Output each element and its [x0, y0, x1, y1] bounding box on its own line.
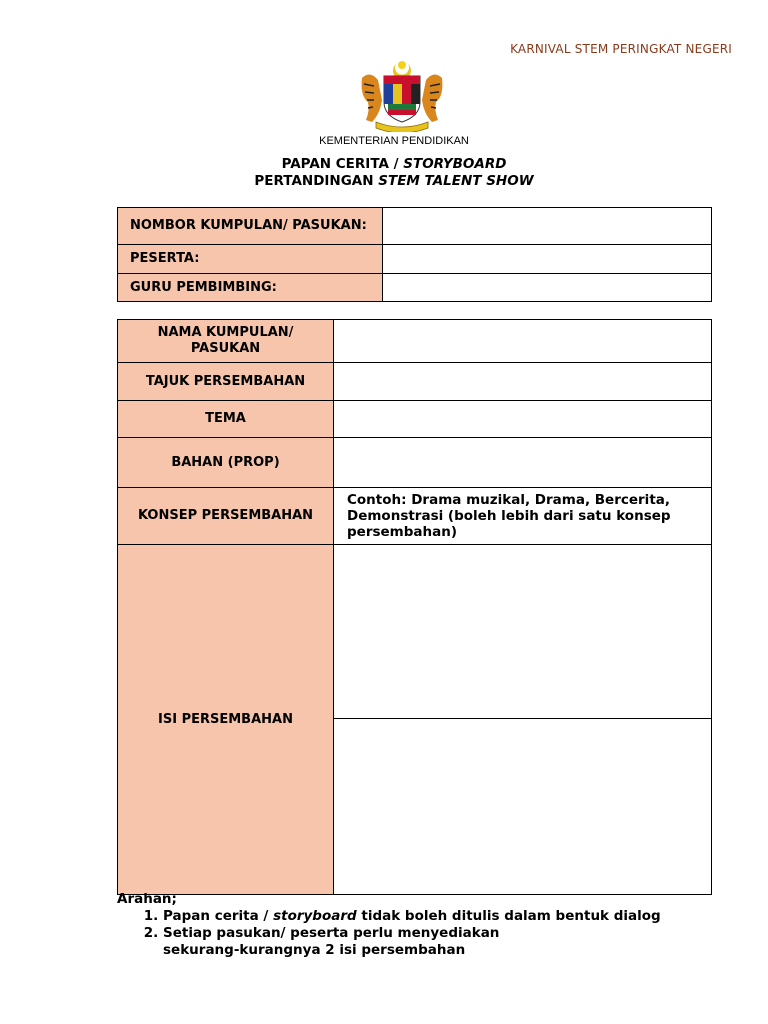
- group-name-label: NAMA KUMPULAN/ PASUKAN: [118, 320, 334, 363]
- props-label: BAHAN (PROP): [118, 438, 334, 488]
- group-number-label: NOMBOR KUMPULAN/ PASUKAN:: [118, 208, 383, 245]
- performance-concept-label: KONSEP PERSEMBAHAN: [118, 488, 334, 545]
- theme-field[interactable]: [334, 401, 712, 438]
- group-info-table: [117, 207, 712, 302]
- performance-content-label: ISI PERSEMBAHAN: [118, 545, 334, 895]
- performance-content-field[interactable]: [334, 545, 712, 895]
- content-divider: [334, 718, 711, 719]
- participant-label: PESERTA:: [118, 245, 383, 274]
- document-title: PAPAN CERITA / STORYBOARD: [281, 156, 507, 172]
- instructions-heading: Arahan;: [117, 891, 177, 907]
- instructions: [117, 891, 661, 959]
- coat-of-arms-icon: [350, 58, 454, 132]
- ministry-name: KEMENTERIAN PENDIDIKAN: [319, 135, 469, 147]
- performance-title-field[interactable]: [334, 363, 712, 401]
- instruction-item: 2. Setiap pasukan/ peserta perlu menyediakan sekurang-kurangnya 2 isi persembahan: [163, 925, 661, 959]
- group-name-field[interactable]: [334, 320, 712, 363]
- participant-field[interactable]: [383, 245, 712, 274]
- theme-label: TEMA: [118, 401, 334, 438]
- performance-title-label: TAJUK PERSEMBAHAN: [118, 363, 334, 401]
- event-name: KARNIVAL STEM PERINGKAT NEGERI: [510, 42, 732, 56]
- group-number-field[interactable]: [383, 208, 712, 245]
- instruction-item: 1. Papan cerita / storyboard tidak boleh ditulis dalam bentuk dialog: [163, 908, 661, 925]
- document-subtitle: PERTANDINGAN STEM TALENT SHOW: [254, 173, 534, 189]
- props-field[interactable]: [334, 438, 712, 488]
- performance-concept-field[interactable]: Contoh: Drama muzikal, Drama, Bercerita, Demonstrasi (boleh lebih dari satu konsep persembahan): [334, 488, 712, 545]
- storyboard-table: [117, 319, 712, 895]
- teacher-field[interactable]: [383, 274, 712, 302]
- teacher-label: GURU PEMBIMBING:: [118, 274, 383, 302]
